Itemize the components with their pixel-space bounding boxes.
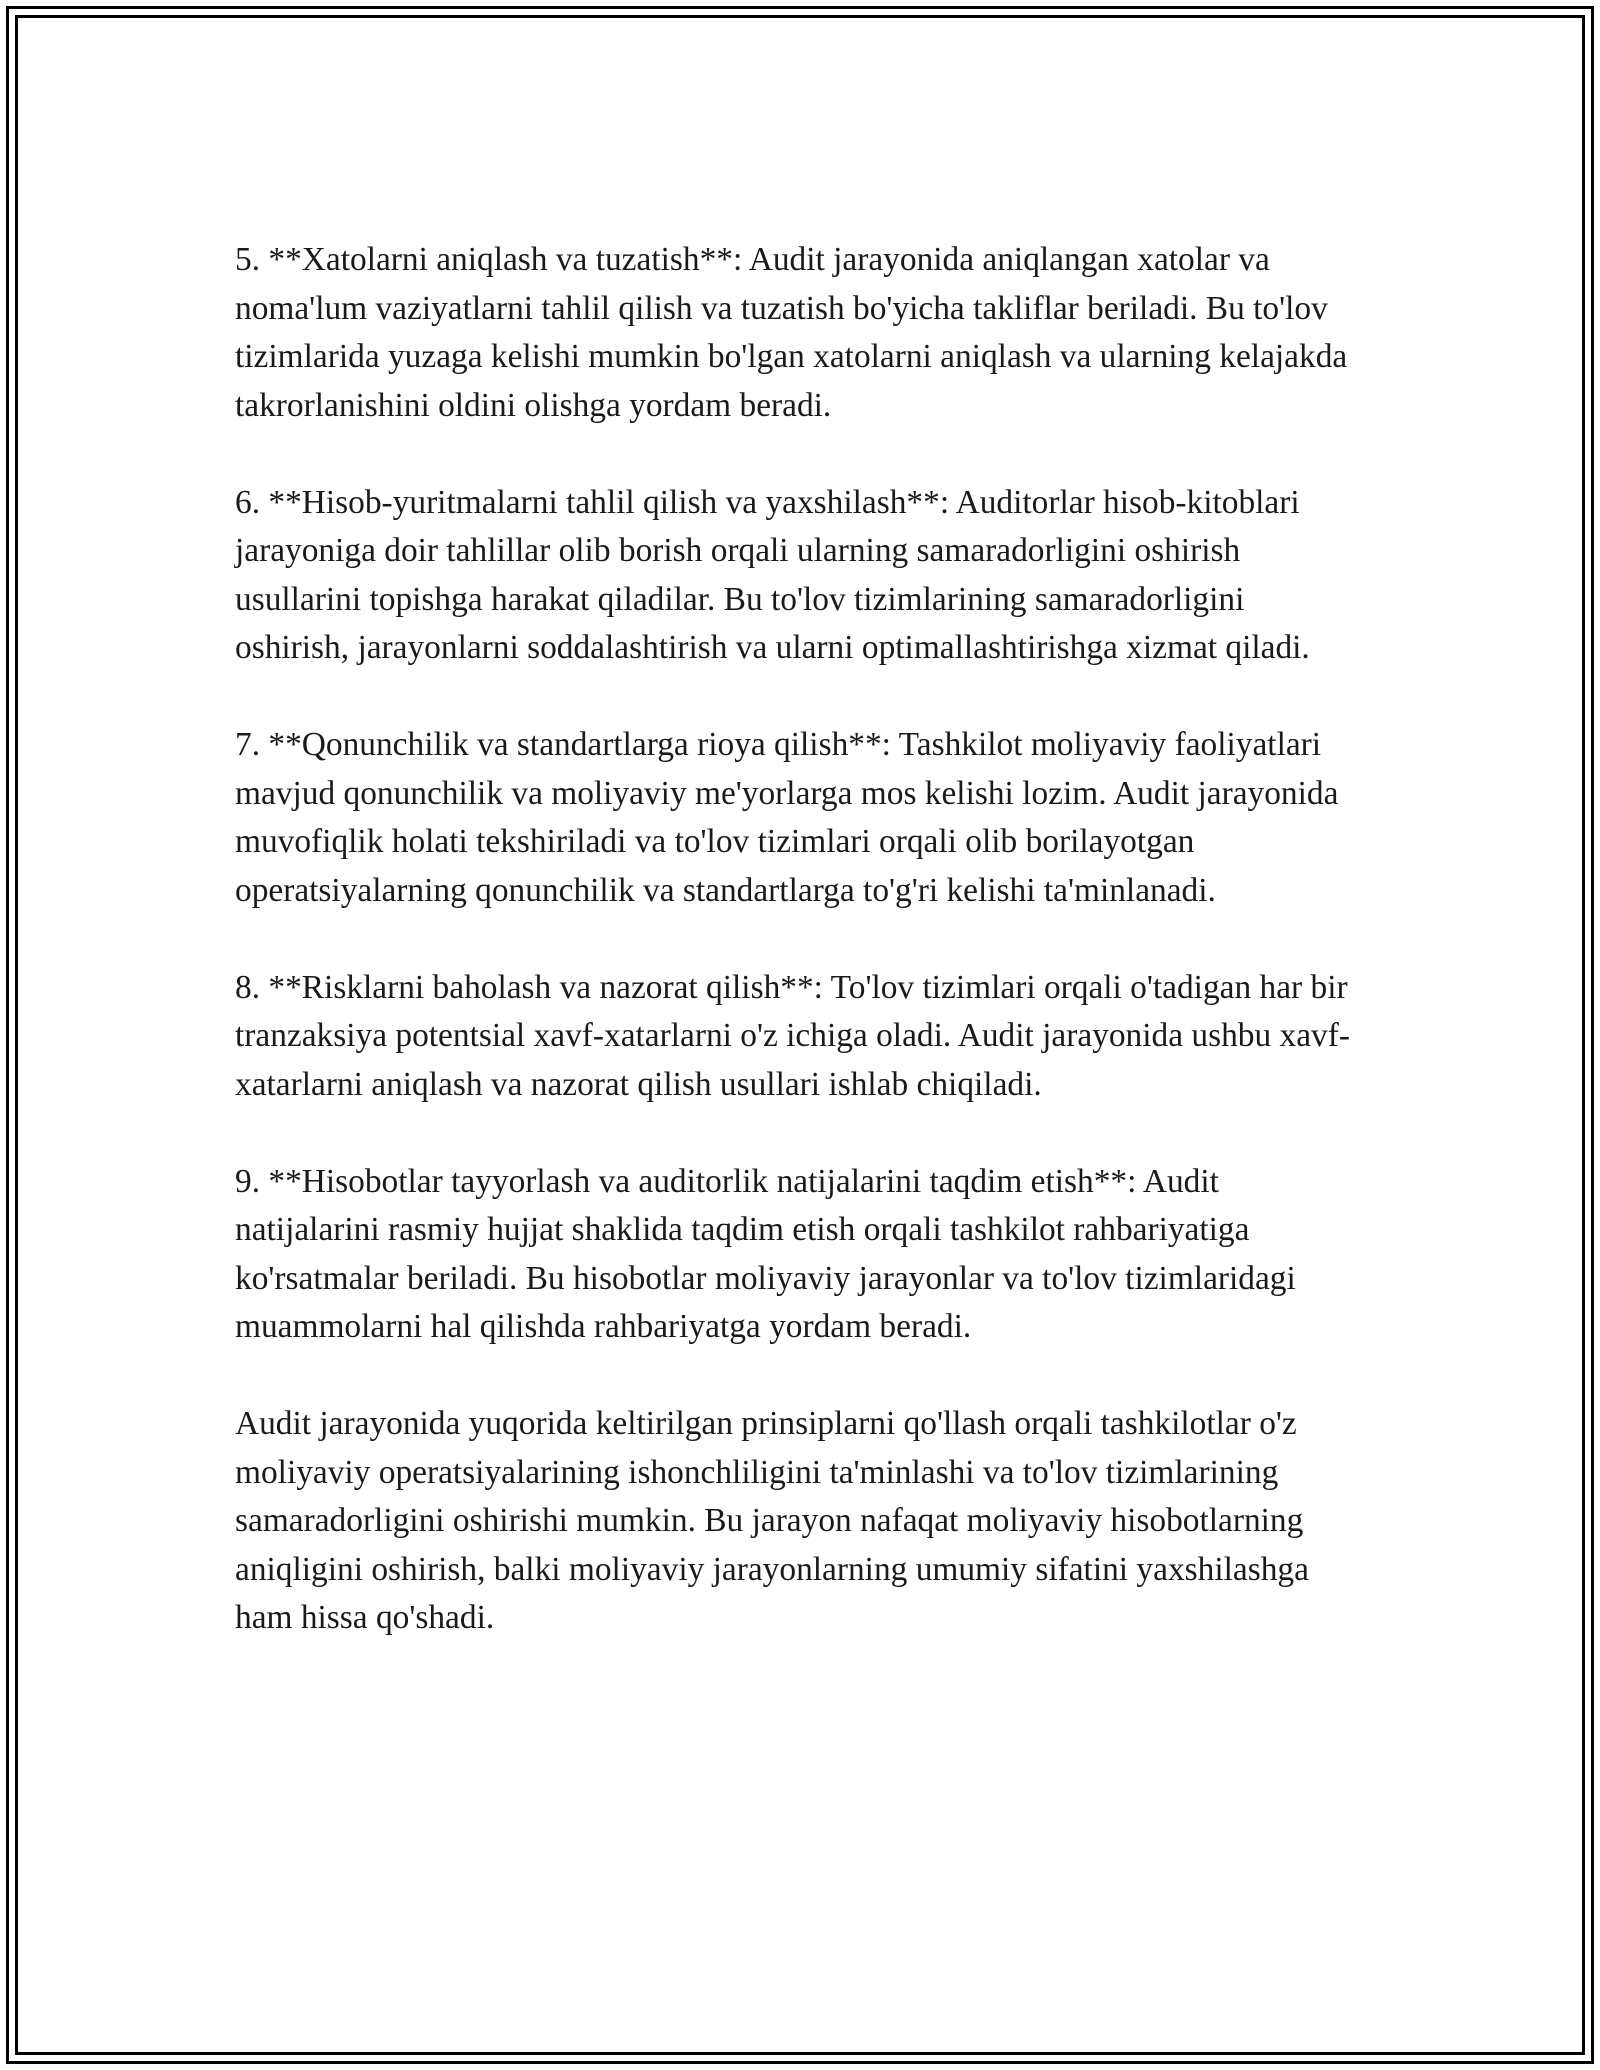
paragraph-item-7: 7. **Qonunchilik va standartlarga rioya qilish**: Tashkilot moliyaviy faoliyatlari mavjud qonunchilik va moliyaviy me'yorlarga mos kelishi lozim. Audit jarayonida muvofiqlik holati tekshiriladi va to'lov tizimlari orqali olib borilayotgan operatsiyalarning qonunchilik va standartlarga to'g'ri kelishi ta'minlanadi. [235,726,1339,909]
paragraph-item-8: 8. **Risklarni baholash va nazorat qilish**: To'lov tizimlari orqali o'tadigan har bir tranzaksiya potentsial xavf-xatarlarni o'z ichiga oladi. Audit jarayonida ushbu xavf-xatarlarni aniqlash va nazorat qilish usullari ishlab chiqiladi. [235,968,1350,1103]
paragraph-conclusion: Audit jarayonida yuqorida keltirilgan prinsiplarni qo'llash orqali tashkilotlar o'z moliyaviy operatsiyalarining ishonchliligini ta'minlashi va to'lov tizimlarining samaradorligini oshirishi mumkin. Bu jarayon nafaqat moliyaviy hisobotlarning aniqligini oshirish, balki moliyaviy jarayonlarning umumiy sifatini yaxshilashga ham hissa qo'shadi. [235,1405,1309,1636]
paragraph-item-6: 6. **Hisob-yuritmalarni tahlil qilish va yaxshilash**: Auditorlar hisob-kitoblari jarayoniga doir tahlillar olib borish orqali ularning samaradorligini oshirish usullarini topishga harakat qiladilar. Bu to'lov tizimlarining samaradorligini oshirish, jarayonlarni soddalashtirish va ularni optimallashtirishga xizmat qiladi. [235,483,1310,666]
paragraph-item-5: 5. **Xatolarni aniqlash va tuzatish**: Audit jarayonida aniqlangan xatolar va noma'lum vaziyatlarni tahlil qilish va tuzatish bo'yicha takliflar beriladi. Bu to'lov tizimlarida yuzaga kelishi mumkin bo'lgan xatolarni aniqlash va ularning kelajakda takrorlanishini oldini olishga yordam beradi. [235,241,1348,424]
paragraph-item-9: 9. **Hisobotlar tayyorlash va auditorlik natijalarini taqdim etish**: Audit natijalarini rasmiy hujjat shaklida taqdim etish orqali tashkilot rahbariyatiga ko'rsatmalar beriladi. Bu hisobotlar moliyaviy jarayonlar va to'lov tizimlaridagi muammolarni hal qilishda rahbariyatga yordam beradi. [235,1162,1296,1345]
document-body [235,236,1365,1643]
